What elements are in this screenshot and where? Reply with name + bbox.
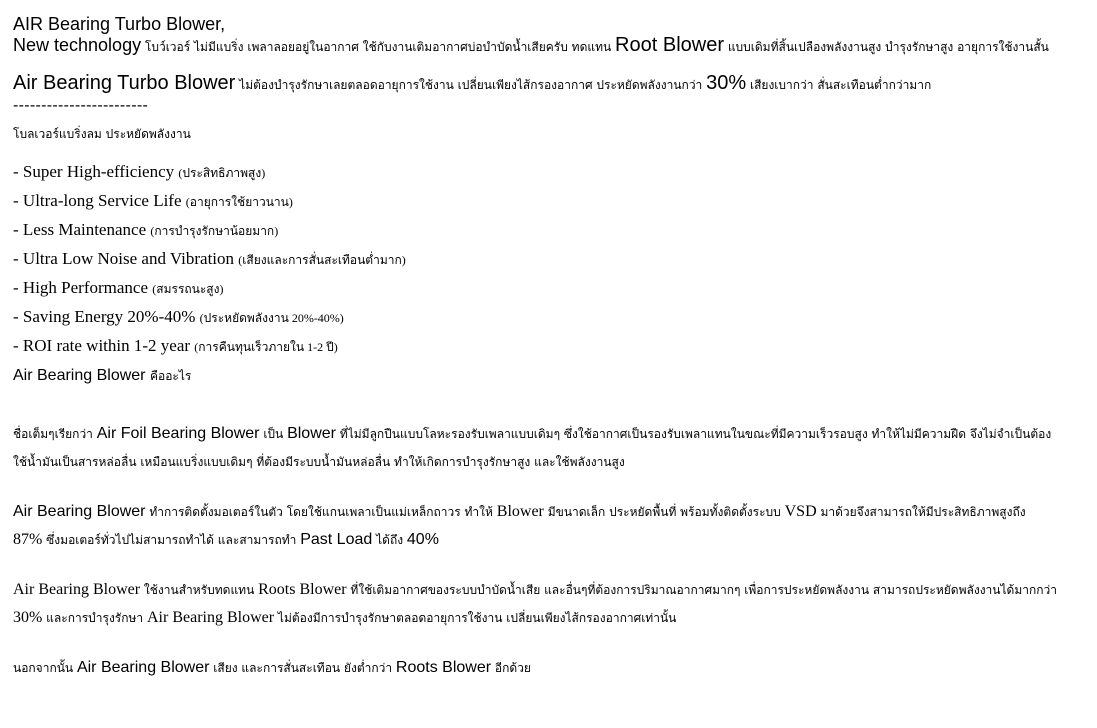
para4-en-2: Roots Blower xyxy=(395,659,492,676)
what-is-product: Air Bearing Blower xyxy=(13,367,146,384)
para2-thai-2: มีขนาดเล็ก ประหยัดพื้นที่ พร้อมทั้งติดตั้งระบบ xyxy=(547,505,781,519)
heading-line1: AIR Bearing Turbo Blower, xyxy=(13,14,226,34)
feature-th: (เสียงและการสั่นสะเทือนต่ำมาก) xyxy=(238,253,406,267)
para2-en-1: Air Bearing Blower xyxy=(13,503,146,520)
para2-thai-4: ซึ่งมอเตอร์ทั่วไปไม่สามารถทำได้ และสามารถทำ xyxy=(46,533,297,547)
paragraph-noise xyxy=(13,654,1057,682)
feature-th: (ประสิทธิภาพสูง) xyxy=(178,166,266,180)
para3-thai-2: ที่ใช้เติมอากาศของระบบบำบัดน้ำเสีย และอื่นๆที่ต้องการปริมาณอากาศมากๆ เพื่อการประหยัดพลังงาน สามารถประหยัดพลังงานได้มากกว่า xyxy=(350,583,1057,597)
para2-thai-1: ทำการติดตั้งมอเตอร์ในตัว โดยใช้แกนเพลาเป็นแม่เหล็กถาวร ทำให้ xyxy=(149,505,493,519)
feature-en: - Saving Energy 20%-40% xyxy=(13,307,196,326)
feature-th: (การคืนทุนเร็วภายใน 1-2 ปี) xyxy=(194,340,338,354)
feature-en: - Less Maintenance xyxy=(13,220,147,239)
feature-item xyxy=(13,216,1057,245)
para1-thai-3: ที่ไม่มีลูกปืนแบบโลหะรองรับเพลาแบบเดิมๆ ซึ่งใช้อากาศเป็นรองรับเพลาแทนในขณะที่มีความเร็วรอบสูง ทำให้ไม่มีความฝืด จึงไม่จำเป็นต้องใช้น้ำมันเป็นสารหล่อลื่น เหมือนแบริ่งแบบเดิมๆ ที่ต้องมีระบบน้ำมันหล่อลื่น ทำให้เกิดการบำรุงรักษาสูง และใช้พลังงานสูง xyxy=(13,427,1052,469)
heading-paragraph xyxy=(13,34,1057,58)
intro-percent: 30% xyxy=(706,72,747,94)
para1-thai-1: ชื่อเต็มๆเรียกว่า xyxy=(13,427,93,441)
para2-thai-5: ได้ถึง xyxy=(376,533,404,547)
feature-item xyxy=(13,245,1057,274)
para3-en-4: Air Bearing Blower xyxy=(147,609,275,626)
para2-thai-3: มาด้วยจึงสามารถให้มีประสิทธิภาพสูงถึง xyxy=(820,505,1026,519)
intro-product-name: Air Bearing Turbo Blower xyxy=(13,72,236,94)
what-is-heading xyxy=(13,366,1057,386)
para3-thai-1: ใช้งานสำหรับทดแทน xyxy=(143,583,255,597)
what-is-thai: คืออะไร xyxy=(149,369,192,383)
heading-root-blower: Root Blower xyxy=(615,34,724,56)
feature-th: (สมรรถนะสูง) xyxy=(152,282,224,296)
para2-en-5: Past Load xyxy=(300,531,373,548)
intro-thai-text-1: ไม่ต้องบำรุงรักษาเลยตลอดอายุการใช้งาน เปลี่ยนเพียงไส้กรองอากาศ ประหยัดพลังงานกว่า xyxy=(239,78,703,92)
feature-item xyxy=(13,332,1057,361)
para3-en-2: Roots Blower xyxy=(258,581,347,598)
feature-en: - High Performance xyxy=(13,278,149,297)
feature-en: - Super High-efficiency xyxy=(13,162,175,181)
para2-en-3: VSD xyxy=(784,503,817,520)
para4-thai-1: นอกจากนั้น xyxy=(13,661,74,675)
para3-thai-4: ไม่ต้องมีการบำรุงรักษาตลอดอายุการใช้งาน เปลี่ยนเพียงไส้กรองอากาศเท่านั้น xyxy=(277,611,677,625)
subheading: โบลเวอร์แบริ่งลม ประหยัดพลังงาน xyxy=(13,127,191,141)
feature-en: - Ultra-long Service Life xyxy=(13,191,182,210)
para4-thai-2: เสียง และการสั่นสะเทือน ยังต่ำกว่า xyxy=(213,661,393,675)
para4-thai-3: อีกด้วย xyxy=(494,661,531,675)
para2-en-6: 40% xyxy=(406,531,439,548)
para2-en-2: Blower xyxy=(496,503,544,520)
intro-paragraph xyxy=(13,72,1057,96)
para1-thai-2: เป็น xyxy=(263,427,284,441)
feature-th: (ประหยัดพลังงาน 20%-40%) xyxy=(199,311,344,325)
para3-en-1: Air Bearing Blower xyxy=(13,581,141,598)
heading-thai-text-2: แบบเดิมที่สิ้นเปลืองพลังงานสูง บำรุงรักษาสูง อายุการใช้งานสั้น xyxy=(727,40,1049,54)
feature-en: - ROI rate within 1-2 year xyxy=(13,336,191,355)
divider-dashes: ------------------------ xyxy=(13,97,149,114)
para3-en-3: 30% xyxy=(13,609,43,626)
para4-en-1: Air Bearing Blower xyxy=(76,659,210,676)
paragraph-motor xyxy=(13,498,1057,554)
para1-en-1: Air Foil Bearing Blower xyxy=(96,425,260,442)
feature-th: (การบำรุงรักษาน้อยมาก) xyxy=(150,224,279,238)
feature-item xyxy=(13,158,1057,187)
feature-th: (อายุการใช้ยาวนาน) xyxy=(185,195,293,209)
heading-thai-text-1: โบว์เวอร์ ไม่มีแบริ่ง เพลาลอยอยู่ในอากาศ ใช้กับงานเติมอากาศบ่อบำบัดน้ำเสียครับ ทดแทน xyxy=(144,40,612,54)
intro-thai-text-2: เสียงเบากว่า สั่นสะเทือนต่ำกว่ามาก xyxy=(749,78,932,92)
paragraph-definition xyxy=(13,420,1057,476)
feature-item xyxy=(13,274,1057,303)
heading-new-technology: New technology xyxy=(13,35,142,55)
feature-list xyxy=(13,158,1057,361)
feature-en: - Ultra Low Noise and Vibration xyxy=(13,249,235,268)
para2-en-4: 87% xyxy=(13,531,43,548)
feature-item xyxy=(13,187,1057,216)
para1-en-2: Blower xyxy=(287,425,336,442)
feature-item xyxy=(13,303,1057,332)
para3-thai-3: และการบำรุงรักษา xyxy=(46,611,144,625)
paragraph-replacement xyxy=(13,576,1057,632)
